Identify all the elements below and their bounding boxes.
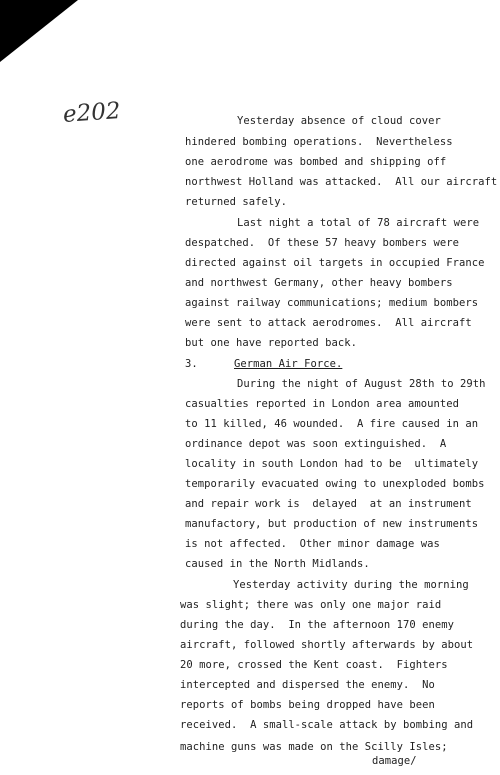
text-line: and repair work is delayed at an instrument <box>185 498 472 510</box>
scan-corner-shadow <box>0 0 78 62</box>
text-line: to 11 killed, 46 wounded. A fire caused in an <box>185 418 479 430</box>
text-line: temporarily evacuated owing to unexploded bombs <box>185 478 485 490</box>
text-line: reports of bombs being dropped have been <box>180 699 435 711</box>
text-line: during the day. In the afternoon 170 enemy <box>180 619 454 631</box>
text-line: were sent to attack aerodromes. All aircraft <box>185 317 472 329</box>
text-line: Yesterday absence of cloud cover <box>237 115 441 127</box>
text-line: ordinance depot was soon extinguished. A <box>185 438 447 450</box>
catchword: damage/ <box>372 755 417 767</box>
text-line: directed against oil targets in occupied France <box>185 257 485 269</box>
text-line: machine guns was made on the Scilly Isles; <box>180 741 448 753</box>
text-line: and northwest Germany, other heavy bombers <box>185 277 453 289</box>
text-line: 20 more, crossed the Kent coast. Fighters <box>180 659 448 671</box>
text-line: manufactory, but production of new instruments <box>185 518 479 530</box>
text-line: During the night of August 28th to 29th <box>237 378 486 390</box>
text-line: caused in the North Midlands. <box>185 558 370 570</box>
text-line: Yesterday activity during the morning <box>233 579 469 591</box>
text-line: but one have reported back. <box>185 337 358 349</box>
section-number: 3. <box>185 358 198 370</box>
text-line: hindered bombing operations. Nevertheless <box>185 136 453 148</box>
text-line: northwest Holland was attacked. All our aircraft <box>185 176 498 188</box>
text-line: against railway communications; medium bombers <box>185 297 479 309</box>
section-heading: German Air Force. <box>234 358 343 370</box>
text-line: casualties reported in London area amounted <box>185 398 459 410</box>
text-line: is not affected. Other minor damage was <box>185 538 440 550</box>
text-line: returned safely. <box>185 196 287 208</box>
text-line: intercepted and dispersed the enemy. No <box>180 679 435 691</box>
handwritten-page-mark: e202 <box>62 98 122 128</box>
text-line: received. A small-scale attack by bombing and <box>180 719 474 731</box>
text-line: one aerodrome was bombed and shipping off <box>185 156 447 168</box>
text-line: was slight; there was only one major raid <box>180 599 442 611</box>
text-line: despatched. Of these 57 heavy bombers were <box>185 237 459 249</box>
text-line: aircraft, followed shortly afterwards by about <box>180 639 474 651</box>
text-line: locality in south London had to be ultimately <box>185 458 479 470</box>
text-line: Last night a total of 78 aircraft were <box>237 217 480 229</box>
